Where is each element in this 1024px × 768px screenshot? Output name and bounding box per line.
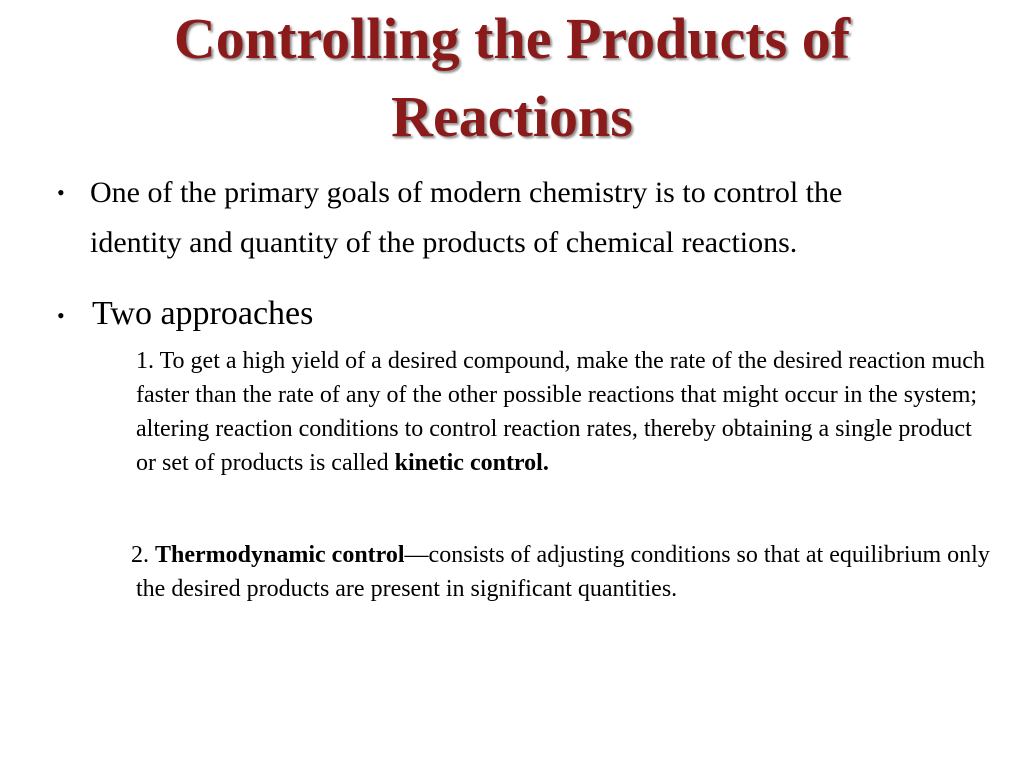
slide-title (0, 0, 1024, 156)
bullet-goals (90, 168, 990, 268)
bullet-approaches: Two approaches (92, 295, 314, 332)
approach-thermodynamic-term: Thermodynamic control (155, 542, 405, 568)
approach-thermodynamic (131, 538, 996, 606)
approach-kinetic-term: kinetic control. (394, 450, 549, 476)
approach-thermodynamic-text: —consists of adjusting conditions so that at equilibrium only the desired products are present in significant quantities. (136, 542, 990, 602)
approach-thermodynamic-number: 2. (131, 542, 155, 568)
approach-kinetic (136, 344, 996, 480)
approach-kinetic-text: 1. To get a high yield of a desired compound, make the rate of the desired reaction much faster than the rate of any of the other possible reactions that might occur in the system; altering reaction conditions to control reaction rates, thereby obtaining a single product or set of products is called (136, 348, 985, 476)
slide-title-line1: Controlling the Products of (173, 6, 851, 71)
bullet-goals-line1: One of the primary goals of modern chemistry is to control the (90, 176, 843, 209)
bullet-goals-line2: identity and quantity of the products of chemical reactions. (90, 226, 798, 259)
bullet-dot-icon: • (57, 180, 65, 205)
slide-title-line2: Reactions (391, 84, 633, 149)
bullet-dot-icon: • (57, 303, 65, 328)
